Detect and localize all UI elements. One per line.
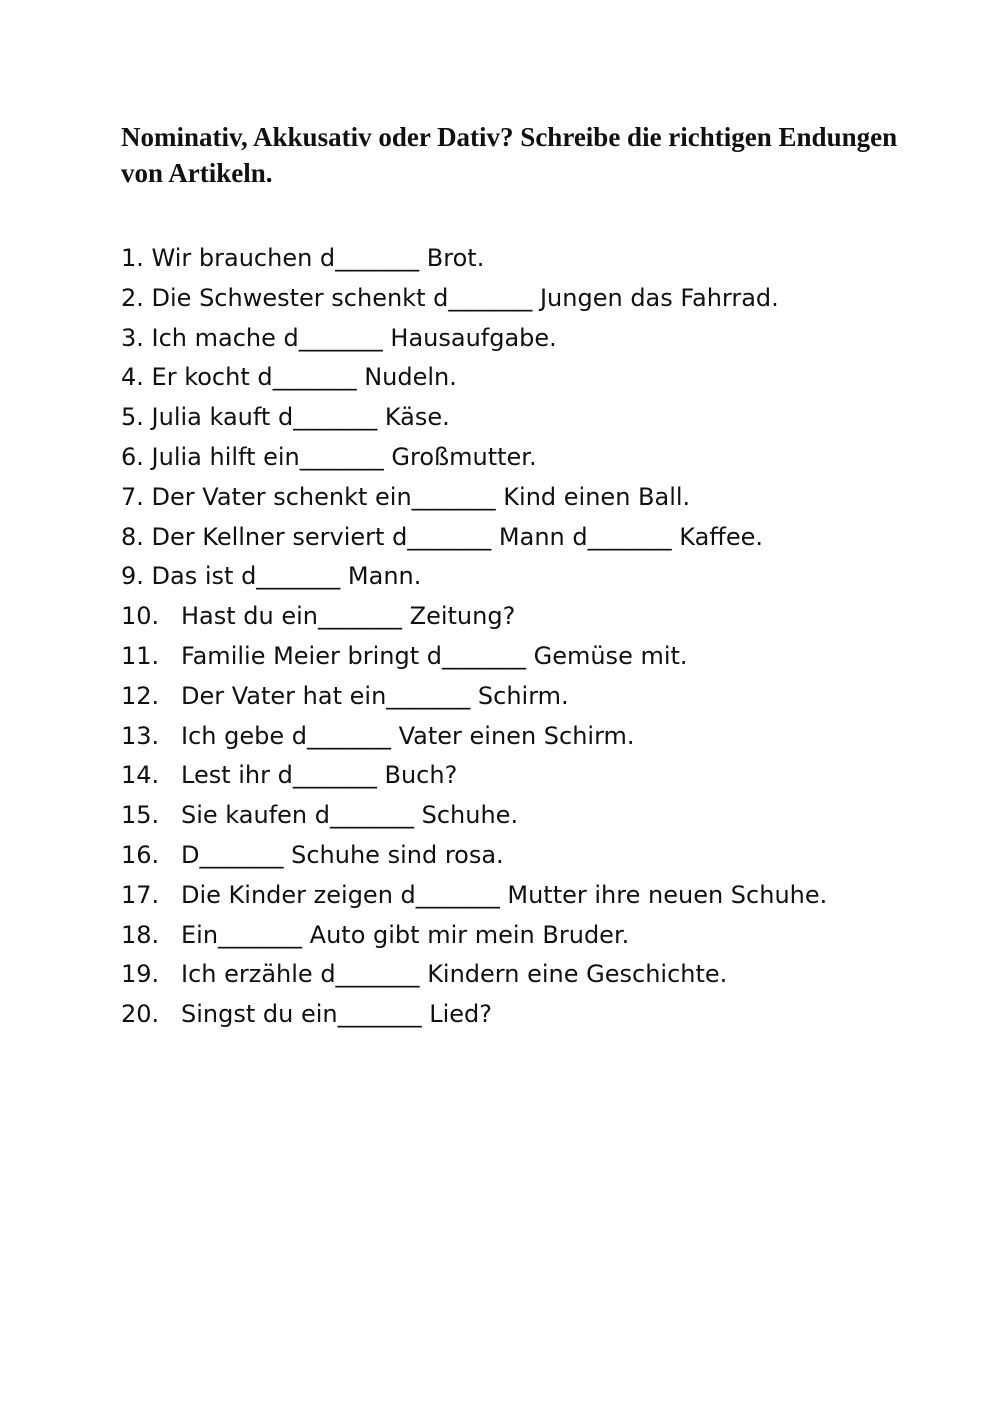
exercise-number: 12.	[121, 681, 160, 710]
exercise-number: 2.	[121, 283, 152, 312]
exercise-sentence: Die Kinder zeigen d_______ Mutter ihre neuen Schuhe.	[181, 880, 828, 909]
exercise-number: 20.	[121, 1000, 160, 1029]
exercise-item	[121, 916, 827, 956]
exercise-item	[121, 756, 827, 796]
worksheet-title: Nominativ, Akkusativ oder Dativ? Schreibe die richtigen Endungen von Artikeln.	[121, 122, 898, 188]
exercise-number: 13.	[121, 721, 160, 750]
exercise-item	[121, 239, 827, 279]
exercise-number: 15.	[121, 801, 160, 830]
exercise-item	[121, 518, 827, 558]
exercise-sentence: Ein_______ Auto gibt mir mein Bruder.	[181, 920, 630, 949]
exercise-item	[121, 995, 827, 1035]
exercise-item	[121, 358, 827, 398]
exercise-item	[121, 955, 827, 995]
exercise-number: 19.	[121, 960, 160, 989]
exercise-sentence: Das ist d_______ Mann.	[151, 562, 422, 591]
exercise-number: 5.	[121, 403, 152, 432]
exercise-sentence: Ich erzähle d_______ Kindern eine Geschichte.	[181, 960, 728, 989]
exercise-item	[121, 557, 827, 597]
exercise-number: 3.	[121, 323, 152, 352]
exercise-item	[121, 717, 827, 757]
exercise-sentence: Hast du ein_______ Zeitung?	[181, 602, 516, 631]
exercise-number: 14.	[121, 761, 160, 790]
exercise-sentence: Er kocht d_______ Nudeln.	[151, 363, 457, 392]
exercise-number: 6.	[121, 442, 152, 471]
exercise-sentence: Der Kellner serviert d_______ Mann d_______ Kaffee.	[151, 522, 763, 551]
exercise-sentence: Julia hilft ein_______ Großmutter.	[151, 442, 537, 471]
exercise-item	[121, 478, 827, 518]
exercise-sentence: Julia kauft d_______ Käse.	[151, 403, 450, 432]
exercise-item	[121, 279, 827, 319]
exercise-sentence: Ich mache d_______ Hausaufgabe.	[151, 323, 557, 352]
exercise-number: 4.	[121, 363, 152, 392]
exercise-list	[121, 239, 827, 1035]
exercise-item	[121, 836, 827, 876]
exercise-number: 16.	[121, 840, 160, 869]
exercise-number: 10.	[121, 602, 160, 631]
exercise-sentence: Der Vater hat ein_______ Schirm.	[181, 681, 569, 710]
exercise-item	[121, 398, 827, 438]
exercise-number: 18.	[121, 920, 160, 949]
exercise-number: 7.	[121, 482, 152, 511]
exercise-sentence: D_______ Schuhe sind rosa.	[181, 840, 504, 869]
exercise-sentence: Singst du ein_______ Lied?	[181, 1000, 493, 1029]
exercise-number: 9.	[121, 562, 152, 591]
exercise-item	[121, 796, 827, 836]
exercise-item	[121, 319, 827, 359]
exercise-item	[121, 438, 827, 478]
exercise-sentence: Wir brauchen d_______ Brot.	[151, 244, 485, 272]
exercise-item	[121, 677, 827, 717]
exercise-sentence: Sie kaufen d_______ Schuhe.	[181, 801, 519, 830]
exercise-number: 8.	[121, 522, 152, 551]
exercise-sentence: Die Schwester schenkt d_______ Jungen das Fahrrad.	[151, 283, 779, 312]
exercise-item	[121, 597, 827, 637]
exercise-number: 17.	[121, 880, 160, 909]
exercise-sentence: Lest ihr d_______ Buch?	[181, 761, 458, 790]
exercise-item	[121, 876, 827, 916]
exercise-sentence: Der Vater schenkt ein_______ Kind einen Ball.	[151, 482, 691, 511]
exercise-sentence: Familie Meier bringt d_______ Gemüse mit.	[181, 641, 688, 670]
exercise-number: 1.	[121, 244, 152, 272]
exercise-number: 11.	[121, 641, 160, 670]
exercise-item	[121, 637, 827, 677]
exercise-sentence: Ich gebe d_______ Vater einen Schirm.	[181, 721, 635, 750]
